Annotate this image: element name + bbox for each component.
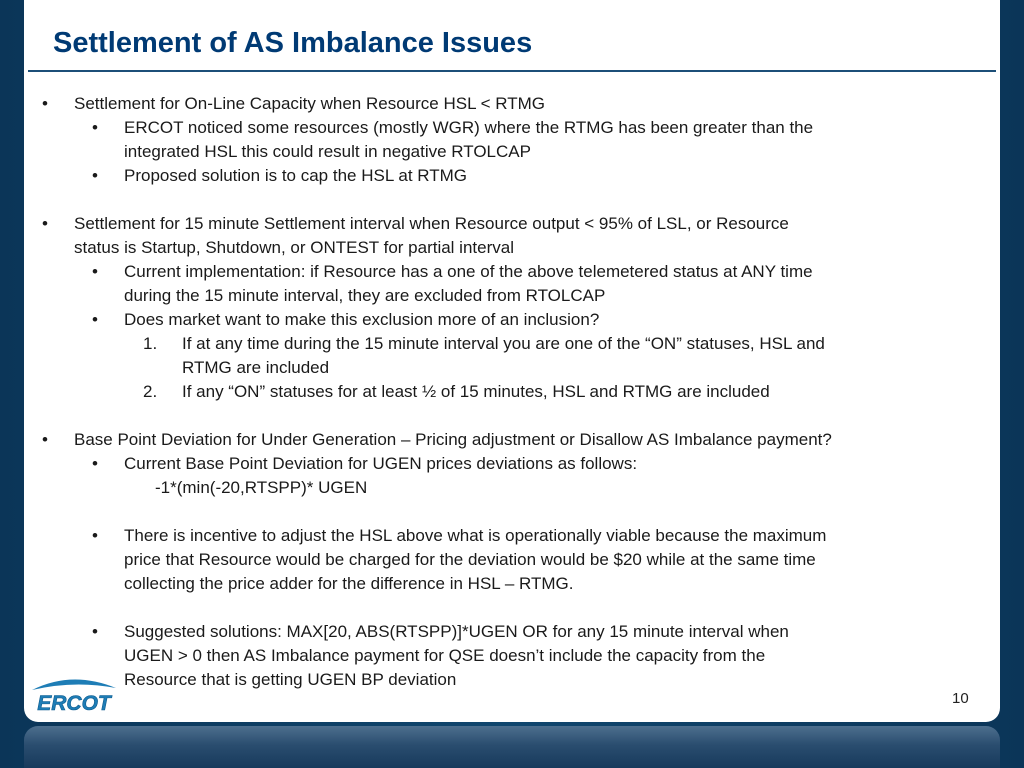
sec3-sub2-line1: There is incentive to adjust the HSL above what is operationally viable because the maximum bbox=[124, 526, 827, 545]
bullet-marker: • bbox=[92, 310, 98, 329]
sec3-sub3-line2: UGEN > 0 then AS Imbalance payment for QSE doesn’t include the capacity from the bbox=[124, 646, 766, 665]
sec1-heading: Settlement for On-Line Capacity when Resource HSL < RTMG bbox=[74, 94, 546, 113]
title-divider bbox=[28, 70, 996, 72]
sec3-sub3-line1: Suggested solutions: MAX[20, ABS(RTSPP)]*UGEN OR for any 15 minute interval when bbox=[124, 622, 789, 641]
slide-title: Settlement of AS Imbalance Issues bbox=[53, 27, 533, 59]
ercot-logo bbox=[28, 672, 120, 718]
bullet-marker: • bbox=[42, 430, 48, 449]
bullet-marker: • bbox=[92, 622, 98, 641]
sec2-sub1-line2: during the 15 minute interval, they are excluded from RTOLCAP bbox=[124, 286, 606, 305]
sec3-formula: -1*(min(-20,RTSPP)* UGEN bbox=[155, 478, 368, 497]
bullet-marker: • bbox=[92, 454, 98, 473]
sec2-option1-line1: If at any time during the 15 minute interval you are one of the “ON” statuses, HSL and bbox=[182, 334, 825, 353]
bullet-marker: • bbox=[92, 262, 98, 281]
sec2-heading-line1: Settlement for 15 minute Settlement interval when Resource output < 95% of LSL, or Resource bbox=[74, 214, 789, 233]
bullet-marker: • bbox=[92, 166, 98, 185]
sec3-heading: Base Point Deviation for Under Generation – Pricing adjustment or Disallow AS Imbalance payment? bbox=[74, 430, 832, 449]
sec1-sub2: Proposed solution is to cap the HSL at RTMG bbox=[124, 166, 468, 185]
logo-text: ERCOT bbox=[37, 692, 111, 715]
sec2-option2: If any “ON” statuses for at least ½ of 15 minutes, HSL and RTMG are included bbox=[182, 382, 770, 401]
bullet-marker: • bbox=[42, 214, 48, 233]
sec2-sub1-line1: Current implementation: if Resource has a one of the above telemetered status at ANY time bbox=[124, 262, 813, 281]
sec2-sub2: Does market want to make this exclusion more of an inclusion? bbox=[124, 310, 600, 329]
sec1-sub1-line2: integrated HSL this could result in negative RTOLCAP bbox=[124, 142, 531, 161]
bullet-marker: • bbox=[92, 526, 98, 545]
bullet-marker: • bbox=[42, 94, 48, 113]
sec2-option1-line2: RTMG are included bbox=[182, 358, 330, 377]
sec3-sub2-line2: price that Resource would be charged for the deviation would be $20 while at the same time bbox=[124, 550, 816, 569]
option-number: 2. bbox=[143, 382, 158, 401]
bullet-marker: • bbox=[92, 118, 98, 137]
sec1-sub1-line1: ERCOT noticed some resources (mostly WGR) where the RTMG has been greater than the bbox=[124, 118, 814, 137]
sec3-sub2-line3: collecting the price adder for the difference in HSL – RTMG. bbox=[124, 574, 574, 593]
sec3-sub1: Current Base Point Deviation for UGEN prices deviations as follows: bbox=[124, 454, 638, 473]
footer-bar bbox=[24, 726, 1000, 768]
page-number: 10 bbox=[952, 690, 969, 707]
sec3-sub3-line3: Resource that is getting UGEN BP deviation bbox=[124, 670, 457, 689]
option-number: 1. bbox=[143, 334, 158, 353]
sec2-heading-line2: status is Startup, Shutdown, or ONTEST for partial interval bbox=[74, 238, 514, 257]
